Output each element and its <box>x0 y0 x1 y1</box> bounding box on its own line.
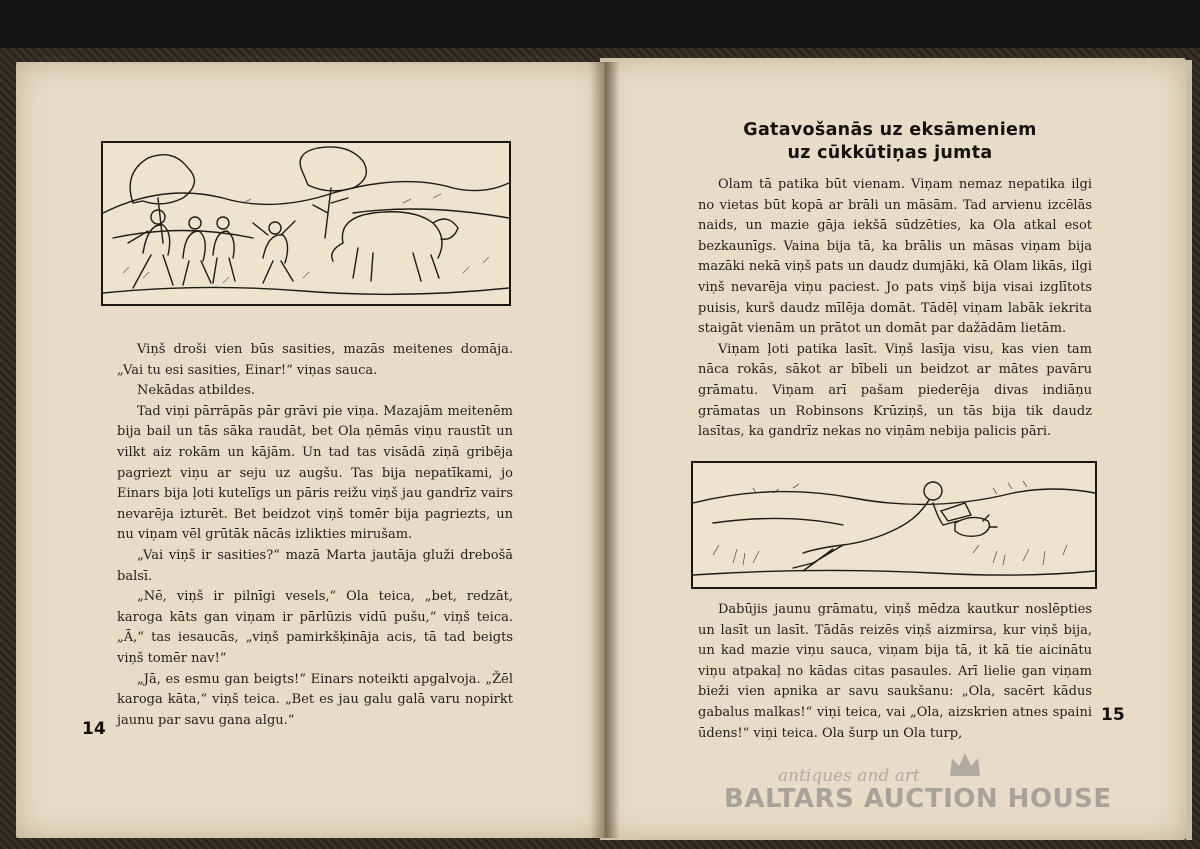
left-paragraph: „Nē, viņš ir pilnīgi vesels,“ Ola teica, „bet, redzāt, karoga kāts gan viņam ir pārlūzis vidū pušu,“ viņš teica. „Ā,“ tas iesaucās, „viņš pamirkšķināja acis, tā tad beigts viņš tomēr nav!“ <box>117 589 513 666</box>
watermark-tagline: antiques and art <box>778 766 920 786</box>
scan-background-top <box>0 0 1200 50</box>
right-paragraph: Olam tā patika būt vienam. Viņam nemaz nepatika ilgi no vietas būt kopā ar brāli un māsām. Tad arvienu izcēlās naids, un mazie gāja iekšā sūdzēties, ka Ola atkal esot bezkaunīgs. Vaina bija tā, ka brālis un māsas viņam bija mazāki nekā viņš pats un daudz dumjāki, kā Olam likās, ilgi viņš nevarēja viņu paciest. Jo pats viņš bija visai izglītots puisis, kurš daudz mīlēja domāt. Tādēļ viņam labāk iekrita staigāt vienām un prātot un domāt par dažādām lietām. <box>698 177 1092 337</box>
chapter-heading-line: uz cūkkūtiņas jumta <box>787 143 993 163</box>
illustration-boy-reading <box>691 461 1097 589</box>
chapter-heading-line: Gatavošanās uz eksāmeniem <box>743 120 1037 140</box>
crown-icon <box>948 750 982 780</box>
left-paragraph: „Jā, es esmu gan beigts!“ Einars noteikti apgalvoja. „Žēl karoga kāta,“ viņš teica. „Bet es jau galu galā varu nopirkt jaunu par savu gana algu.“ <box>117 671 513 728</box>
chapter-heading <box>660 119 1120 165</box>
right-page-text-top <box>698 175 1092 443</box>
left-paragraph: „Vai viņš ir sasities?“ mazā Marta jautāja gluži drebošā balsī. <box>117 547 513 584</box>
watermark-name: BALTARS AUCTION HOUSE <box>724 784 1112 814</box>
left-page-text <box>117 340 513 731</box>
illustration-bull-chase <box>101 141 511 306</box>
book-gutter <box>590 62 620 838</box>
right-paragraph: Dabūjis jaunu grāmatu, viņš mēdza kautkur noslēpties un lasīt un lasīt. Tādās reizēs viņš aizmirsa, kur viņš bija, un kad mazie viņu sauca, viņam bija tā, it kā tie aicinātu viņu atpakaļ no kādas citas pasaules. Arī lielie gan viņam bieži vien apnika ar savu saukšanu: „Ola, sacērt kādus gabalus malkas!“ viņi teica, vai „Ola, aizskrien atnes spaini ūdens!“ viņi teica. Ola šurp un Ola turp, <box>698 602 1092 741</box>
right-paragraph: Viņam ļoti patika lasīt. Viņš lasīja visu, kas vien tam nāca rokās, sākot ar bībeli un beidzot ar mātes pavāru grāmatu. Viņam arī pašam piederēja divas indiāņu grāmatas un Robinsons Krūziņš, un tās bija tik daudz lasītas, ka gandrīz nekas no viņām nebija palicis pāri. <box>698 341 1092 440</box>
left-paragraph: Nekādas atbildes. <box>137 383 256 399</box>
illustration-bull-chase-drawing <box>103 143 509 304</box>
page-edge <box>1186 60 1192 840</box>
left-paragraph: Tad viņi pārrāpās pār grāvi pie viņa. Mazajām meitenēm bija bail un tās sāka raudāt, bet Ola ņēmās viņu raustīt un vilkt aiz rokām un kājām. Un tad tas visādā ziņā gribēja pagriezt viņu ar seju uz augšu. Tas bija nepatīkami, jo Einars bija ļoti kutelīgs un pāris reižu viņš jau gandrīz vairs nevarēja izturēt. Bet beidzot viņš tomēr bija pagriezts, un nu viņam vēl grūtāk nācās izlikties mirušam. <box>117 403 513 543</box>
page-number-right: 15 <box>1101 705 1125 725</box>
page-number-left: 14 <box>82 719 106 739</box>
right-page-text-bottom <box>698 600 1092 744</box>
auction-watermark <box>700 750 1140 820</box>
left-paragraph: Viņš droši vien būs sasities, mazās meitenes domāja. „Vai tu esi sasities, Einar!“ viņas sauca. <box>117 342 513 378</box>
illustration-boy-reading-drawing <box>693 463 1095 587</box>
